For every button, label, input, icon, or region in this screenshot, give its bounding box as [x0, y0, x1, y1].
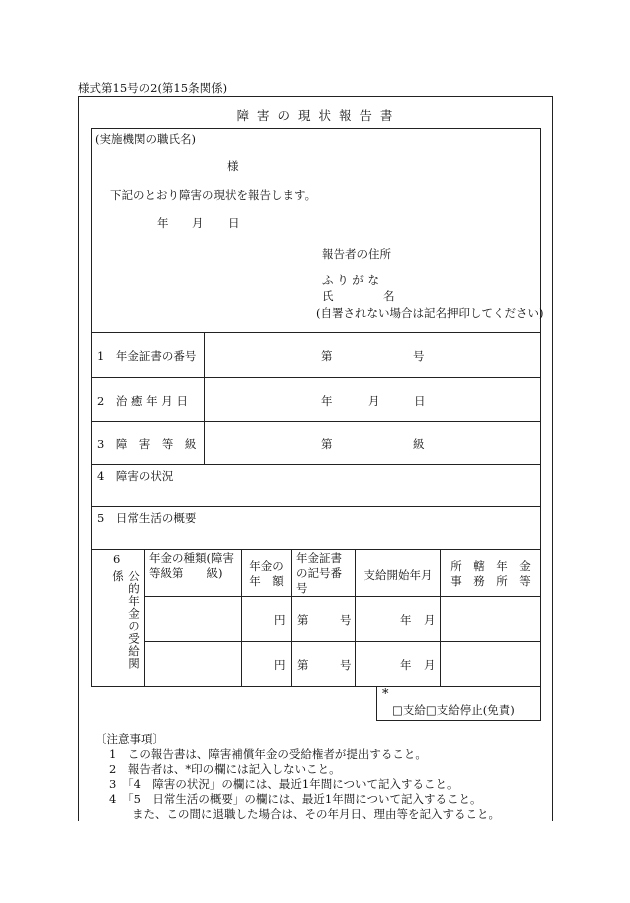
header-start-date: 支給開始年月 — [363, 568, 433, 582]
disability-status-label: 4 障害の状況 — [97, 469, 174, 483]
row1-go: 号 — [340, 613, 352, 627]
official-asterisk: * — [382, 687, 389, 702]
note-item: また、この間に退職した場合は、その年月日、理由等を記入すること。 — [109, 807, 500, 821]
pension-section-number: 6 — [113, 552, 121, 566]
disability-grade-dai: 第 — [321, 437, 333, 451]
frame-right — [552, 96, 553, 821]
header-pension-type: 年金の種類(障害等級第 級) — [149, 551, 234, 580]
header-office-1: 所 轄 年 金 — [450, 559, 531, 573]
date-year: 年 — [157, 216, 169, 230]
page-title: 障 害 の 現 状 報 告 書 — [236, 108, 395, 123]
note-item: 3 「4 障害の状況」の欄には、最近1年間について記入すること。 — [109, 777, 459, 791]
row2-year: 年 — [400, 658, 412, 672]
row2-dai: 第 — [297, 658, 309, 672]
form-number: 様式第15号の2(第15条関係) — [78, 81, 228, 95]
row2-yen: 円 — [274, 658, 286, 672]
intro-text: 下記のとおり障害の現状を報告します。 — [110, 188, 317, 202]
cure-date-month: 月 — [368, 394, 380, 408]
frame-top — [78, 96, 553, 97]
note-item: 1 この報告書は、障害補償年金の受給権者が提出すること。 — [109, 747, 427, 761]
cure-date-day: 日 — [414, 394, 426, 408]
header-office-2: 事 務 所 等 — [450, 574, 531, 588]
row1-month: 月 — [424, 613, 436, 627]
date-day: 日 — [228, 216, 240, 230]
signature-note: (自署されない場合は記名押印してください) — [316, 306, 544, 320]
furigana-label: ふ り が な — [322, 273, 379, 287]
row2-go: 号 — [340, 658, 352, 672]
honorific: 様 — [227, 159, 239, 173]
header-cert-1: 年金証書 — [296, 551, 342, 565]
disability-grade-kyu: 級 — [413, 437, 425, 451]
pension-section-label: 公的年金の受給関係 — [111, 570, 141, 670]
row2-month: 月 — [424, 658, 436, 672]
header-cert-2: の記号番 — [296, 566, 342, 580]
date-month: 月 — [192, 216, 204, 230]
reporter-address-label: 報告者の住所 — [322, 247, 391, 261]
name-label-1: 氏 — [322, 289, 334, 303]
cure-date-year: 年 — [321, 394, 333, 408]
header-amount-1: 年金の — [249, 559, 284, 573]
official-status: □支給□支給停止(免責) — [392, 703, 515, 717]
daily-life-label: 5 日常生活の概要 — [97, 511, 197, 525]
disability-grade-label: 3 障 害 等 級 — [97, 437, 197, 451]
note-item: 2 報告者は、*印の欄には記入しないこと。 — [109, 762, 341, 776]
cure-date-label: 2 治 癒 年 月 日 — [97, 394, 188, 408]
name-label-2: 名 — [383, 289, 395, 303]
notes-heading: 〔注意事項〕 — [95, 732, 164, 746]
row1-yen: 円 — [274, 613, 286, 627]
row1-dai: 第 — [297, 613, 309, 627]
header-cert-3: 号 — [296, 581, 308, 595]
frame-left — [78, 96, 79, 821]
cert-number-dai: 第 — [321, 349, 333, 363]
header-amount-2: 年 額 — [249, 574, 284, 588]
cert-number-label: 1 年金証書の番号 — [97, 349, 197, 363]
cert-number-go: 号 — [413, 349, 425, 363]
row1-year: 年 — [400, 613, 412, 627]
agency-label: (実施機関の職氏名) — [95, 132, 196, 146]
note-item: 4 「5 日常生活の概要」の欄には、最近1年間について記入すること。 — [109, 792, 482, 806]
